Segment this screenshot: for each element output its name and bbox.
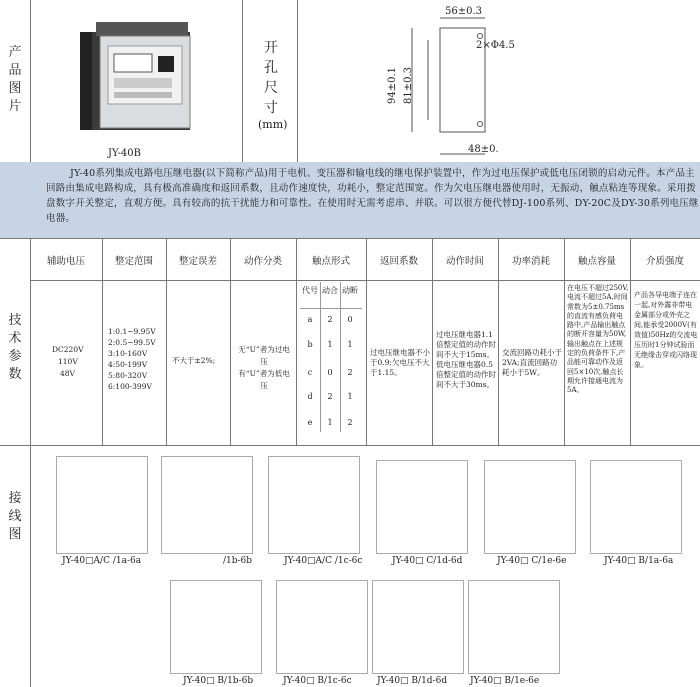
contact-nc: 1 <box>347 340 353 349</box>
wiring-diagram <box>276 580 368 674</box>
wiring-caption: /1b-6b <box>223 556 253 566</box>
label-product-image: 产 品 图 片 <box>8 45 22 114</box>
wiring-diagram <box>170 580 262 674</box>
contact-capacity: 在电压不超过250V,电流不超过5A,时间常数为5±0.75ms的直流有感负荷电路中,产品输出触点的断开容量为50W,输出触点在上述规定的负荷条件下,产品能可靠动作及返回5×10次,触点长期允许接通电流为5A。 <box>567 284 629 395</box>
wiring-diagram <box>372 580 464 674</box>
dim-holes: 2×Φ4.5 <box>476 40 515 51</box>
header-return-coef: 返回系数 <box>379 256 418 267</box>
wiring-caption: JY-40□A/C /1a-6a <box>62 556 142 566</box>
setting-range-item: 6:100-399V <box>108 382 152 391</box>
wiring-caption: JY-40□A/C /1c-6c <box>284 556 363 566</box>
action-time: 过电压继电器1.1倍整定值的动作时间不大于15ms。低电压继电器0.5倍整定值的动作时间不大于30ms。 <box>436 330 496 389</box>
divider <box>340 282 341 432</box>
contact-code: a <box>307 315 313 324</box>
return-coef: 过电压继电器不小于0.9;欠电压不大于1.15。 <box>370 348 430 377</box>
cutout-unit: (mm) <box>258 118 288 131</box>
wiring-diagram <box>376 460 468 554</box>
header-aux-voltage: 辅助电压 <box>46 256 85 267</box>
wiring-caption: JY-40□ B/1c-6c <box>283 676 352 686</box>
header-setting-range: 整定范围 <box>114 256 153 267</box>
divider <box>242 0 243 162</box>
divider <box>320 282 321 432</box>
header-action-class: 动作分类 <box>243 256 282 267</box>
contact-code: d <box>307 392 313 401</box>
wiring-diagram <box>468 580 560 674</box>
label-wiring: 接 线 图 <box>8 491 22 542</box>
header-action-time: 动作时间 <box>445 256 484 267</box>
wiring-caption: JY-40□ C/1d-6d <box>392 556 463 566</box>
contact-code: c <box>307 368 313 377</box>
aux-voltage-list <box>52 344 83 380</box>
header-power: 功率消耗 <box>511 256 550 267</box>
contact-no: 1 <box>327 418 333 427</box>
divider <box>30 0 31 687</box>
setting-range-item: 2:0.5~99.5V <box>108 338 156 347</box>
divider <box>30 280 700 281</box>
product-photo <box>80 14 210 136</box>
contact-no: 0 <box>327 368 333 377</box>
label-tech-params: 技 术 参 数 <box>8 313 22 382</box>
contact-no: 2 <box>327 392 333 401</box>
wiring-caption: JY-40□ B/1d-6d <box>377 676 448 686</box>
wiring-diagram <box>484 460 576 554</box>
wiring-caption: JY-40□ B/1e-6e <box>470 676 540 686</box>
contact-nc: 2 <box>347 368 353 377</box>
wiring-diagram <box>161 456 253 554</box>
power-consumption: 交流回路功耗小于2VA;直流回路功耗小于5W。 <box>502 348 562 377</box>
contact-col-header: 代号 <box>302 286 318 295</box>
setting-range-item: 4:50-199V <box>108 360 148 369</box>
wiring-diagram <box>56 456 148 554</box>
action-class: 无“U”者为过电压 有“U”者为低电压 <box>238 345 290 390</box>
label-cutout: 开 孔 尺 寸 <box>264 40 278 116</box>
wiring-diagram <box>590 460 682 554</box>
aux-voltage-item: 110V <box>58 357 78 366</box>
setting-range-item: 1:0.1~9.95V <box>108 327 156 336</box>
divider <box>297 0 298 162</box>
wiring-caption: JY-40□ B/1b-6b <box>183 676 254 686</box>
setting-range-item: 3:10-160V <box>108 349 148 358</box>
contact-form-table <box>300 282 362 432</box>
wiring-diagram <box>268 456 360 554</box>
contact-nc: 0 <box>347 315 353 324</box>
overview-text: JY-40系列集成电路电压继电器(以下简称产品)用于电机、变压器和输电线的继电保护装置中，作为过电压保护或低电压闭锁的启动元件。本产品主回路由集成电路构成，具有极高准确度和返回系数，且动作速度快，功耗小，整定范围宽。作为欠电压继电器使用时，无振动，触点粘连等现象。采用拨盘数字开关整定，直观方便。具有较高的抗干扰能力和可靠性。在使用时无需考虑串、并联。可以很方便代替DJ-100系列、DY-20C及DY-30系列电压继电器。 <box>46 168 699 224</box>
aux-voltage-item: 48V <box>60 369 75 378</box>
dim-height-inner: 81±0.3 <box>403 66 415 105</box>
header-contact-capacity: 触点容量 <box>577 256 616 267</box>
divider <box>0 238 700 239</box>
wiring-caption: JY-40□ B/1a-6a <box>604 556 674 566</box>
contact-no: 2 <box>327 315 333 324</box>
setting-range-list <box>108 326 156 392</box>
cutout-drawing <box>400 4 520 159</box>
divider <box>0 445 700 446</box>
dim-width-bottom: 48±0. <box>468 144 499 155</box>
contact-col-header: 动合 <box>322 286 338 295</box>
aux-voltage-item: DC220V <box>52 345 84 354</box>
contact-nc: 2 <box>347 418 353 427</box>
contact-col-header: 动断 <box>342 286 358 295</box>
contact-code: e <box>307 418 313 427</box>
setting-range-item: 5:80-320V <box>108 371 148 380</box>
contact-no: 1 <box>327 340 333 349</box>
setting-error: 不大于±2%; <box>172 356 216 365</box>
header-setting-error: 整定误差 <box>178 256 217 267</box>
header-contact-form: 触点形式 <box>311 256 350 267</box>
product-model: JY-40B <box>108 148 141 159</box>
contact-nc: 1 <box>347 392 353 401</box>
divider <box>300 308 362 309</box>
dim-height-outer: 94±0.1 <box>387 66 399 105</box>
dielectric-strength: 产品各导电端子连在一起,对外露非带电金属部分或外壳之间,能承受2000V(有效值)50Hz的交流电压历时1分钟试验而无绝缘击穿或闪络现象。 <box>634 291 698 369</box>
contact-code: b <box>307 340 313 349</box>
dim-width-top: 56±0.3 <box>445 6 483 17</box>
wiring-caption: JY-40□ C/1e-6e <box>497 556 567 566</box>
header-dielectric: 介质强度 <box>645 256 684 267</box>
